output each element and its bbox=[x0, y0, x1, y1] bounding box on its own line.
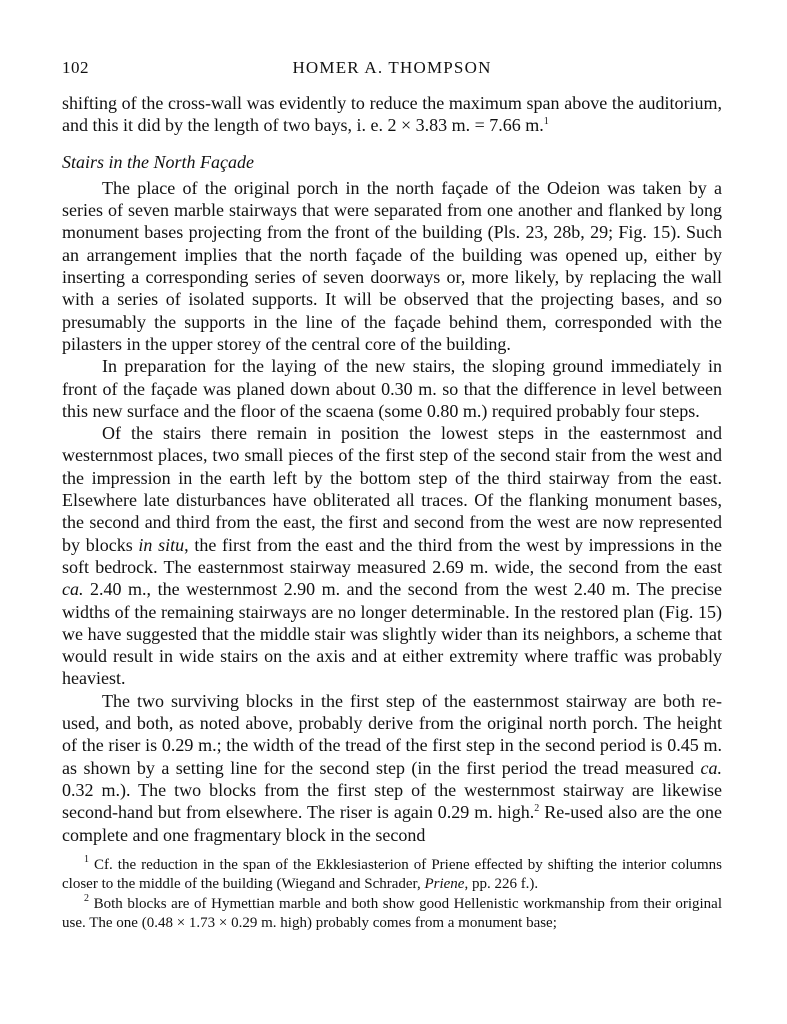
paragraph: In preparation for the laying of the new stairs, the sloping ground immediately in front of the façade was planed down about 0.30 m. so that the difference in level between this new surface and the floor of the scaena (some 0.80 m.) required probably four steps. bbox=[62, 356, 722, 421]
paragraph: The place of the original porch in the north façade of the Odeion was taken by a series of seven marble stairways that were separated from one another and flanked by long monument bases projecting from the front of the building (Pls. 23, 28b, 29; Fig. 15). Such an arrangement implies that the north façade of the building was opened up, either by inserting a corresponding series of seven doorways or, more likely, by replacing the wall with a series of isolated supports. It will be observed that the projecting bases, and so presumably the supports in the line of the façade behind them, corresponded with the pilasters in the upper storey of the central core of the building. bbox=[62, 177, 722, 354]
body-text bbox=[62, 92, 722, 846]
page-header bbox=[62, 58, 722, 84]
running-title: HOMER A. THOMPSON bbox=[292, 58, 492, 77]
footnotes bbox=[62, 853, 722, 934]
paragraph: The two surviving blocks in the first step of the easternmost stairway are both re-used, and both, as noted above, probably derive from the original north porch. The height of the riser is 0.29 m.; the width of the tread of the first step in the second period is 0.45 m. as shown by a setting line for the second step (in the first period the tread measured ca. 0.32 m.). The two blocks from the first step of the westernmost stairway are likewise second-hand but from elsewhere. The riser is again 0.29 m. high.$^2$ Re-used also are the one complete and one fragmentary block in the second bbox=[62, 690, 723, 845]
footnote-2: $^2$ Both blocks are of Hymettian marble and both show good Hellenistic workmanship from their original use. The one (0.48 × 1.73 × 0.29 m. high) probably comes from a monument base; bbox=[62, 892, 722, 932]
footnote-ref-1[interactable]: 1 bbox=[543, 116, 549, 128]
footnote-ref-2[interactable]: 2 bbox=[534, 803, 540, 815]
footnote-1: $^1$ Cf. the reduction in the span of the Ekklesiasterion of Priene effected by shifting the interior columns closer to the middle of the building (Wiegand and Schrader, Priene, pp. 226 f.). bbox=[62, 853, 722, 893]
paragraph-continued: shifting of the cross-wall was evidently to reduce the maximum span above the auditorium, and this it did by the length of two bays, i. e. 2 × 3.83 m. = 7.66 m.$^1$ bbox=[62, 93, 722, 136]
paragraph: Of the stairs there remain in position the lowest steps in the easternmost and westernmost places, two small pieces of the first step of the second stair from the west and the impression in the earth left by the bottom step of the third stairway from the east. Elsewhere late disturbances have obliterated all traces. Of the flanking monument bases, the second and third from the east, the first and second from the west are now represented by blocks in situ, the first from the east and the third from the west by impressions in the soft bedrock. The easternmost stairway measured 2.69 m. wide, the second from the east ca. 2.40 m., the westernmost 2.90 m. and the second from the west 2.40 m. The precise widths of the remaining stairways are no longer determinable. In the restored plan (Fig. 15) we have suggested that the middle stair was slightly wider than its neighbors, a scheme that would result in wide stairs on the axis and at either extremity where traffic was probably heaviest. bbox=[62, 423, 723, 689]
page-number: 102 bbox=[62, 58, 89, 77]
page bbox=[62, 58, 722, 933]
section-title: Stairs in the North Façade bbox=[62, 151, 254, 172]
